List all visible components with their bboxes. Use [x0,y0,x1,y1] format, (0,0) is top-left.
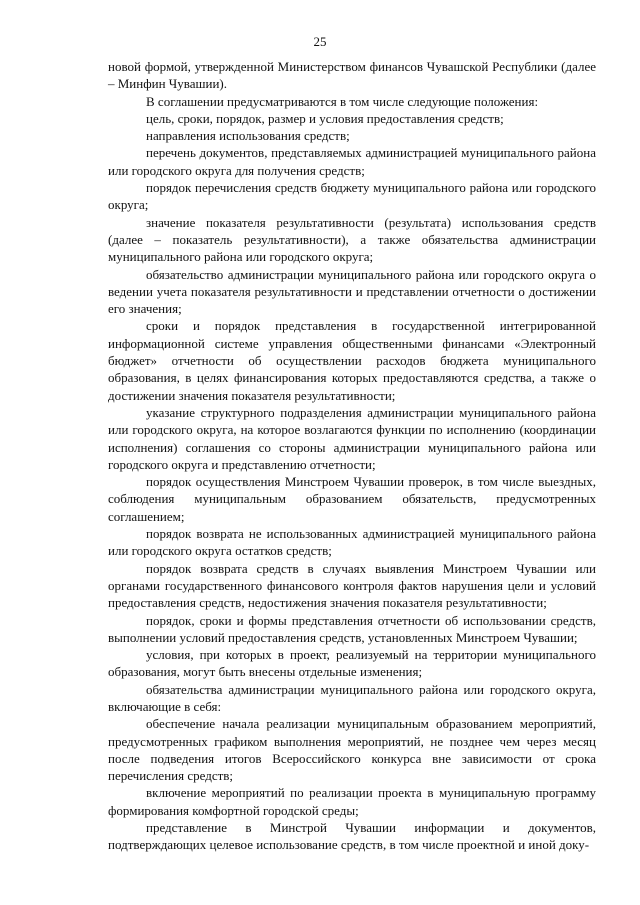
paragraph: обеспечение начала реализации муниципальным образованием мероприятий, предусмотренных графиком выполнения мероприятий, не позднее чем через месяц после подведения итогов Всероссийского конкурса вне зависимости от срока перечисления средств; [108,716,596,784]
paragraph: перечень документов, представляемых администрацией муниципального района или городского округа для получения средств; [108,145,596,178]
paragraph: значение показателя результативности (результата) использования средств (далее – показатель результативности), а также обязательства администрации муниципального района или городского округа; [108,214,596,265]
paragraph: сроки и порядок представления в государственной интегрированной информационной системе управления общественными финансами «Электронный бюджет» отчетности об осуществлении расходов бюджета муниципального образования, в целях финансирования которых предоставляются средства, а также о достижении значения показателя результативности; [108,318,596,403]
page-number: 25 [313,34,327,49]
paragraph: условия, при которых в проект, реализуемый на территории муниципального образования, могут быть внесены отдельные изменения; [108,647,596,680]
paragraph: обязательство администрации муниципального района или городского округа о ведении учета показателя результативности и представлении отчетности о достижении его значения; [108,266,596,317]
document-body [108,58,596,854]
paragraph: представление в Минстрой Чувашии информации и документов, подтверждающих целевое использование средств, в том числе проектной и иной доку- [108,820,596,853]
paragraph: направления использования средств; [146,128,350,144]
paragraph: порядок возврата средств в случаях выявления Минстроем Чувашии или органами государственного финансового контроля фактов нарушения цели и условий предоставления средств, недостижения значения показателя результативности; [108,560,596,611]
paragraph: В соглашении предусматриваются в том числе следующие положения: [146,93,539,109]
paragraph: указание структурного подразделения администрации муниципального района или городского округа, на которое возлагаются функции по исполнению (координации исполнения) соглашения со стороны администрации муниципального района или городского округа и представлению отчетности; [108,404,596,472]
paragraph: цель, сроки, порядок, размер и условия предоставления средств; [146,110,504,126]
paragraph: порядок, сроки и формы представления отчетности об использовании средств, выполнении условий предоставления средств, установленных Минстроем Чувашии; [108,612,596,645]
paragraph: порядок возврата не использованных администрацией муниципального района или городского округа остатков средств; [108,526,596,559]
paragraph: включение мероприятий по реализации проекта в муниципальную программу формирования комфортной городской среды; [108,785,596,818]
paragraph: порядок осуществления Минстроем Чувашии проверок, в том числе выездных, соблюдения муниципальным образованием обязательств, предусмотренных соглашением; [108,474,596,524]
paragraph: порядок перечисления средств бюджету муниципального района или городского округа; [108,180,596,213]
paragraph: новой формой, утвержденной Министерством финансов Чувашской Республики (далее – Минфин Чувашии). [108,59,596,92]
paragraph: обязательства администрации муниципального района или городского округа, включающие в себя: [108,681,596,714]
